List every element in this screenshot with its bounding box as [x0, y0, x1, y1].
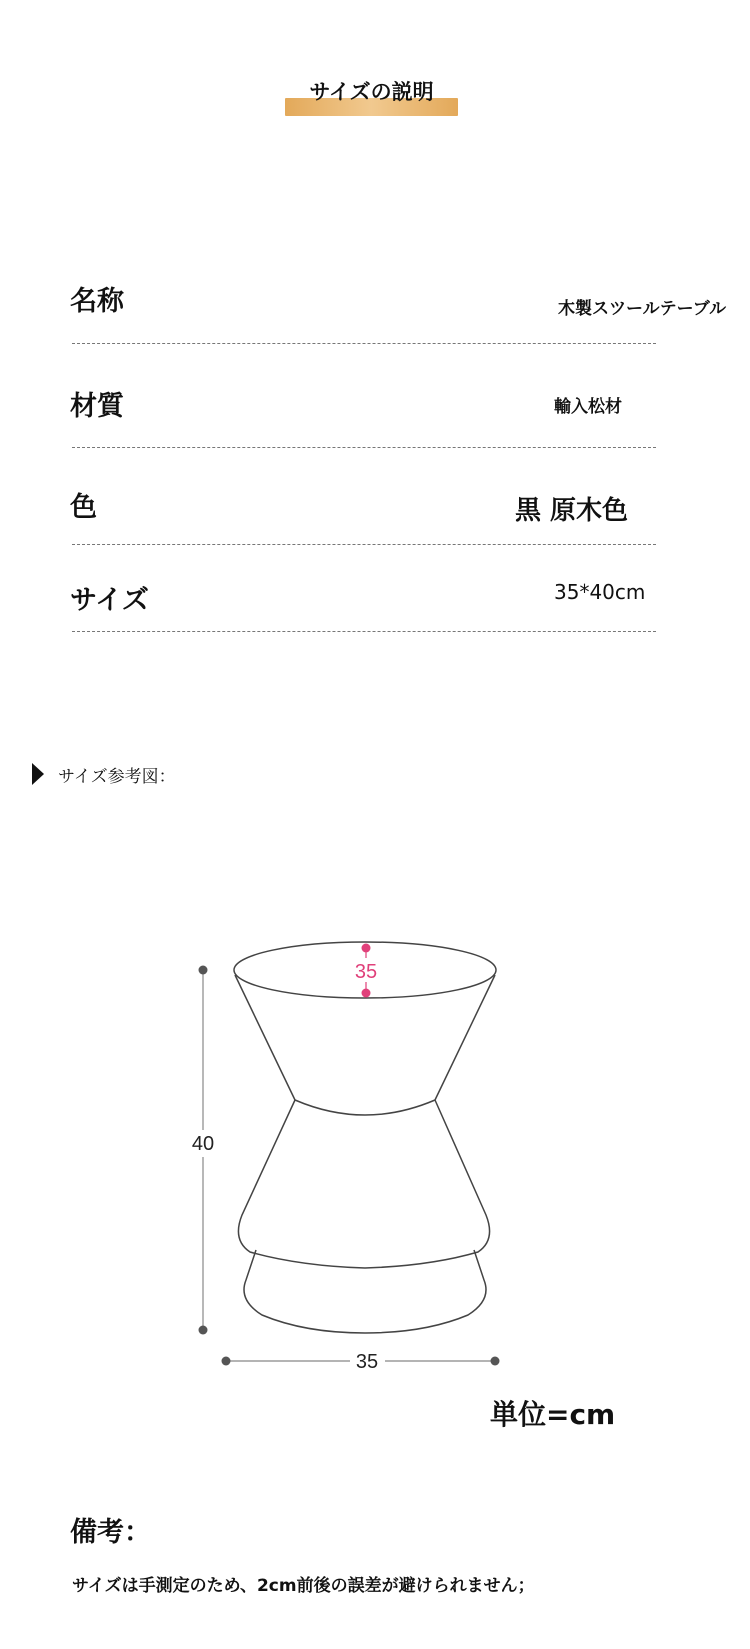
spec-label-size: サイズ	[70, 585, 149, 616]
unit-label: 単位=cm	[490, 1398, 616, 1431]
diameter-dot-top	[362, 944, 371, 953]
height-label: 40	[191, 1133, 215, 1155]
spec-label-material: 材質	[70, 391, 124, 422]
reference-title: サイズ参考図：	[58, 767, 176, 787]
top-diameter-label: 35	[354, 961, 378, 983]
spec-value-name: 木製スツールテーブル	[558, 299, 727, 319]
spec-label-name: 名称	[70, 286, 124, 317]
width-label: 35	[355, 1351, 379, 1373]
diameter-dot-bottom	[362, 989, 371, 998]
stool-upper-right-edge	[435, 975, 495, 1100]
page-title: サイズの説明	[309, 80, 434, 104]
notes-title: 備考：	[70, 1517, 151, 1548]
stool-waist-curve	[295, 1100, 435, 1115]
stool-base	[244, 1250, 486, 1333]
spec-value-material: 輸入松材	[554, 397, 622, 417]
stool-lower-body	[238, 1100, 489, 1268]
stool-upper-left-edge	[235, 975, 295, 1100]
spec-value-color: 黒 原木色	[515, 496, 629, 526]
notes-text: サイズは手測定のため、2cm前後の誤差が避けられません；	[72, 1576, 535, 1596]
spec-label-color: 色	[70, 492, 97, 523]
spec-value-size: 35*40cm	[554, 580, 646, 604]
